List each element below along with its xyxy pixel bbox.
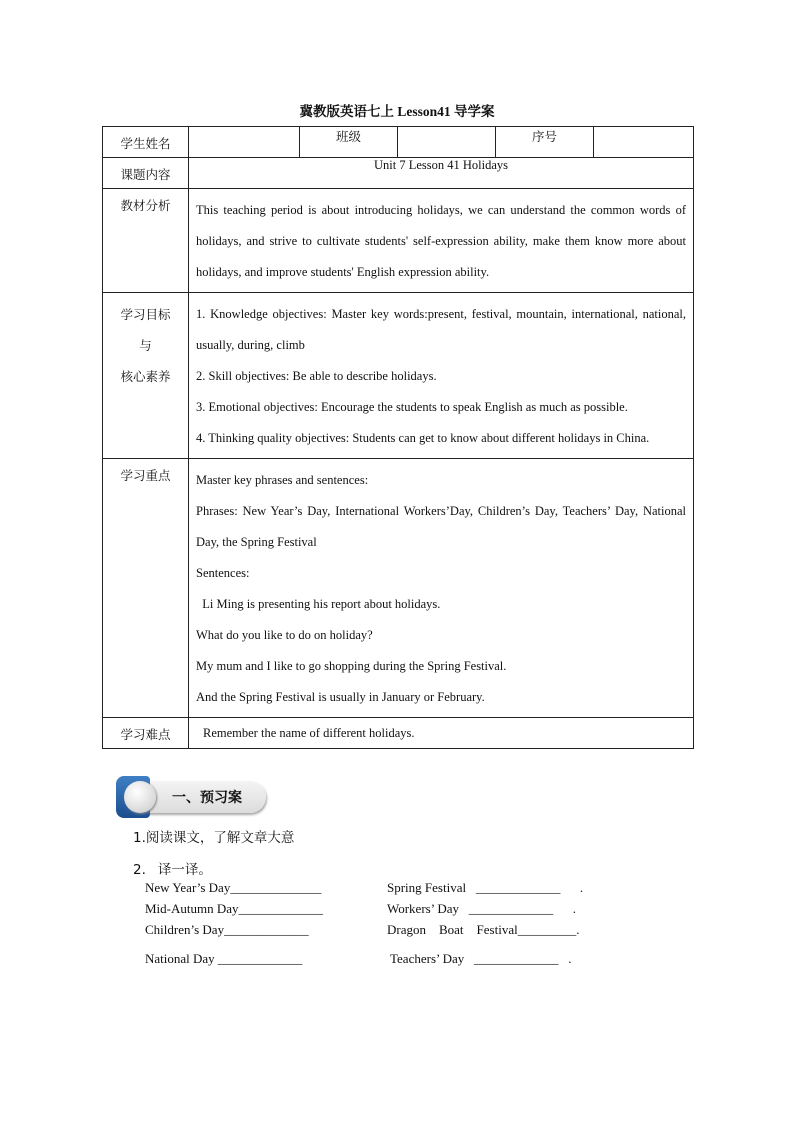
focus-label: 学习重点 bbox=[103, 459, 189, 718]
document-title: 冀教版英语七上 Lesson41 导学案 bbox=[299, 104, 495, 119]
section-heading: 一、预习案 bbox=[172, 790, 242, 806]
focus-line: And the Spring Festival is usually in January or February. bbox=[196, 690, 485, 704]
item-2-text: 译一译。 bbox=[157, 862, 212, 878]
analysis-text: This teaching period is about introducing holidays, we can understand the common words of holidays, and strive to cultivate students' self-expression ability, make them know more about holidays, and improve students' English expression ability. bbox=[189, 189, 694, 293]
seat-field[interactable] bbox=[594, 127, 694, 158]
preview-item-1: 1.阅读课文，了解文章大意 bbox=[133, 830, 295, 846]
translate-left-2[interactable]: Mid-Autumn Day_____________ bbox=[145, 901, 324, 916]
table-row-focus bbox=[103, 459, 694, 718]
translate-left-4[interactable]: National Day _____________ bbox=[145, 951, 303, 966]
topic-value: Unit 7 Lesson 41 Holidays bbox=[189, 158, 694, 189]
translate-right-2[interactable]: Workers’ Day _____________ . bbox=[387, 901, 576, 916]
section-heading-badge bbox=[116, 776, 268, 818]
objectives-label-line-3: 核心素养 bbox=[120, 369, 171, 384]
focus-line: Master key phrases and sentences: bbox=[196, 473, 369, 487]
translate-right-3[interactable]: Dragon Boat Festival_________. bbox=[387, 922, 580, 937]
objectives-label-line-2: 与 bbox=[139, 338, 152, 353]
analysis-label: 教材分析 bbox=[103, 189, 189, 293]
table-row-header bbox=[103, 127, 694, 158]
focus-line: Li Ming is presenting his report about holidays. bbox=[196, 597, 441, 611]
focus-line: Sentences: bbox=[196, 566, 250, 580]
objectives-label-line-1: 学习目标 bbox=[120, 307, 171, 322]
focus-content bbox=[189, 459, 694, 718]
focus-line: What do you like to do on holiday? bbox=[196, 628, 373, 642]
objective-item: 4. Thinking quality objectives: Students can get to know about different holidays in China. bbox=[196, 431, 650, 445]
lesson-plan-table bbox=[102, 126, 694, 749]
preview-item-2 bbox=[133, 858, 212, 878]
objective-item: 1. Knowledge objectives: Master key words:present, festival, mountain, international, national, usually, during, climb bbox=[196, 307, 686, 352]
topic-label: 课题内容 bbox=[103, 158, 189, 189]
table-row-objectives bbox=[103, 293, 694, 459]
difficulty-text: Remember the name of different holidays. bbox=[189, 718, 694, 749]
focus-line: My mum and I like to go shopping during the Spring Festival. bbox=[196, 659, 507, 673]
objective-item: 2. Skill objectives: Be able to describe holidays. bbox=[196, 369, 437, 383]
objectives-label bbox=[103, 293, 189, 459]
table-row-topic bbox=[103, 158, 694, 189]
translate-left-3[interactable]: Children’s Day_____________ bbox=[145, 922, 309, 937]
item-2-number: 2. bbox=[133, 862, 146, 878]
objective-item: 3. Emotional objectives: Encourage the students to speak English as much as possible. bbox=[196, 400, 628, 414]
focus-line: Phrases: New Year’s Day, International Workers’Day, Children’s Day, Teachers’ Day, National Day, the Spring Festival bbox=[196, 504, 686, 549]
difficulty-label: 学习难点 bbox=[103, 718, 189, 749]
class-label: 班级 bbox=[300, 127, 398, 158]
student-name-field[interactable] bbox=[189, 127, 300, 158]
seat-label: 序号 bbox=[496, 127, 594, 158]
translate-right-4[interactable]: Teachers’ Day _____________ . bbox=[390, 951, 572, 966]
table-row-analysis bbox=[103, 189, 694, 293]
translate-right-1[interactable]: Spring Festival _____________ . bbox=[387, 880, 584, 895]
student-name-label: 学生姓名 bbox=[103, 127, 189, 158]
objectives-content bbox=[189, 293, 694, 459]
table-row-difficulty bbox=[103, 718, 694, 749]
translate-left-1[interactable]: New Year’s Day______________ bbox=[145, 880, 322, 895]
heading-circle-icon bbox=[124, 781, 156, 813]
class-field[interactable] bbox=[398, 127, 496, 158]
